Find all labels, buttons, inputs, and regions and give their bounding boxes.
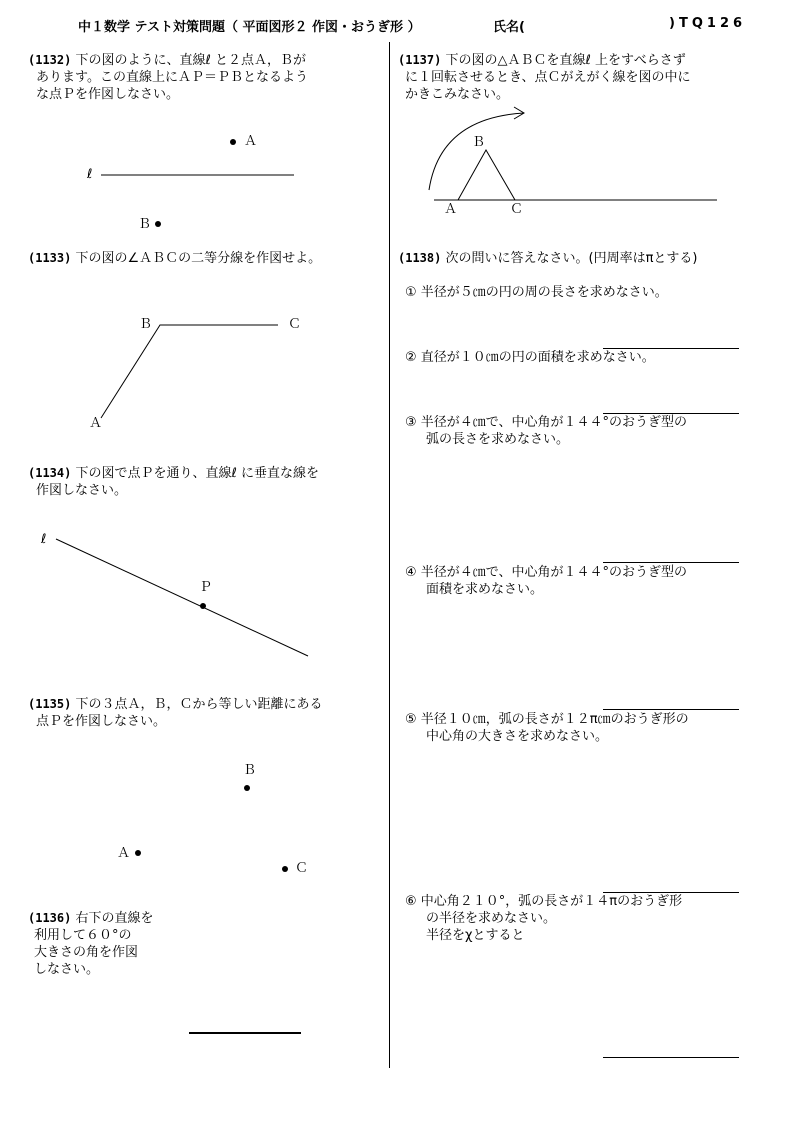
question-5: ⑤ 半径１０㎝，弧の長さが１２π㎝のおうぎ形の (405, 712, 689, 727)
problem-1135-line: 点Ｐを作図しなさい。 (36, 714, 167, 729)
answer-line-q4[interactable] (603, 709, 739, 710)
page-title: 中１数学 テスト対策問題（ 平面図形２ 作図・おうぎ形 ） (78, 20, 421, 35)
problem-1134-text: (1134) 下の図で点Ｐを通り、直線ℓ に垂直な線を (28, 466, 320, 481)
question-5-line: 中心角の大きさを求めなさい。 (426, 729, 609, 744)
problem-1133-text: (1133) 下の図の∠ＡＢＣの二等分線を作図せよ。 (28, 251, 322, 266)
question-2: ② 直径が１０㎝の円の面積を求めなさい。 (405, 350, 655, 365)
label-a-1135: Ａ (117, 846, 131, 861)
problem-1136-text: (1136) 右下の直線を (28, 911, 154, 926)
label-b-1133: Ｂ (139, 317, 153, 332)
problem-number: (1135) (28, 697, 72, 711)
problem-1136-line: 利用して６０°の (34, 928, 132, 943)
problem-1136-line: しなさい。 (34, 962, 100, 977)
question-6-line: の半径を求めなさい。 (426, 911, 557, 926)
answer-line-q6[interactable] (603, 1057, 739, 1058)
problem-1135-text: (1135) 下の３点Ａ，Ｂ，Ｃから等しい距離にある (28, 697, 323, 712)
label-a-1132: Ａ (244, 134, 258, 149)
problem-1132-line: な点Ｐを作図しなさい。 (36, 87, 180, 102)
problem-number: (1136) (28, 911, 72, 925)
problem-1137-line: に１回転させるとき、点Ｃがえがく線を図の中に (405, 70, 691, 85)
label-b-1132: Ｂ (138, 217, 152, 232)
answer-line-q3[interactable] (603, 562, 739, 563)
rotation-arc-1137 (429, 113, 524, 190)
problem-number: (1133) (28, 251, 72, 265)
label-b-1137: Ｂ (472, 135, 486, 150)
problem-1132-line: あります。この直線上にＡＰ＝ＰＢとなるよう (36, 70, 308, 85)
label-p-1134: Ｐ (199, 580, 213, 595)
label-l-1134: ℓ (41, 532, 47, 547)
label-l-1132: ℓ (87, 167, 93, 182)
problem-1138-text: (1138) 次の問いに答えなさい。(円周率はπとする) (398, 251, 698, 266)
problem-1134-line: 作図しなさい。 (36, 483, 128, 498)
problem-number: (1138) (398, 251, 442, 265)
name-label: 氏名( (493, 20, 525, 35)
triangle-abc-1137 (458, 150, 515, 200)
question-6: ⑥ 中心角２１０°，弧の長さが１４πのおうぎ形 (405, 894, 683, 909)
question-4-line: 面積を求めなさい。 (426, 582, 544, 597)
label-c-1133: Ｃ (288, 317, 302, 332)
question-6-line: 半径をχとすると (426, 928, 525, 943)
label-a-1133: Ａ (89, 416, 103, 431)
label-c-1135: Ｃ (295, 861, 309, 876)
question-3-line: 弧の長さを求めなさい。 (426, 432, 570, 447)
problem-number: (1137) (398, 53, 442, 67)
problem-1137-text: (1137) 下の図の△ＡＢＣを直線ℓ 上をすべらさず (398, 53, 686, 68)
problem-1136-line: 大きさの角を作図 (34, 945, 139, 960)
question-1: ① 半径が５㎝の円の周の長さを求めなさい。 (405, 285, 668, 300)
problem-1137-line: かきこみなさい。 (405, 87, 510, 102)
problem-number: (1134) (28, 466, 72, 480)
name-close: ) (669, 16, 675, 31)
problem-number: (1132) (28, 53, 72, 67)
question-4: ④ 半径が４㎝で、中心角が１４４°のおうぎ型の (405, 565, 688, 580)
problem-1132-text: (1132) 下の図のように、直線ℓ と２点Ａ，Ｂが (28, 53, 307, 68)
worksheet-code: TQ126 (679, 16, 747, 31)
label-b-1135: Ｂ (243, 763, 257, 778)
question-3: ③ 半径が４㎝で、中心角が１４４°のおうぎ型の (405, 415, 688, 430)
label-a-1137: Ａ (444, 202, 458, 217)
label-c-1137: Ｃ (510, 202, 524, 217)
